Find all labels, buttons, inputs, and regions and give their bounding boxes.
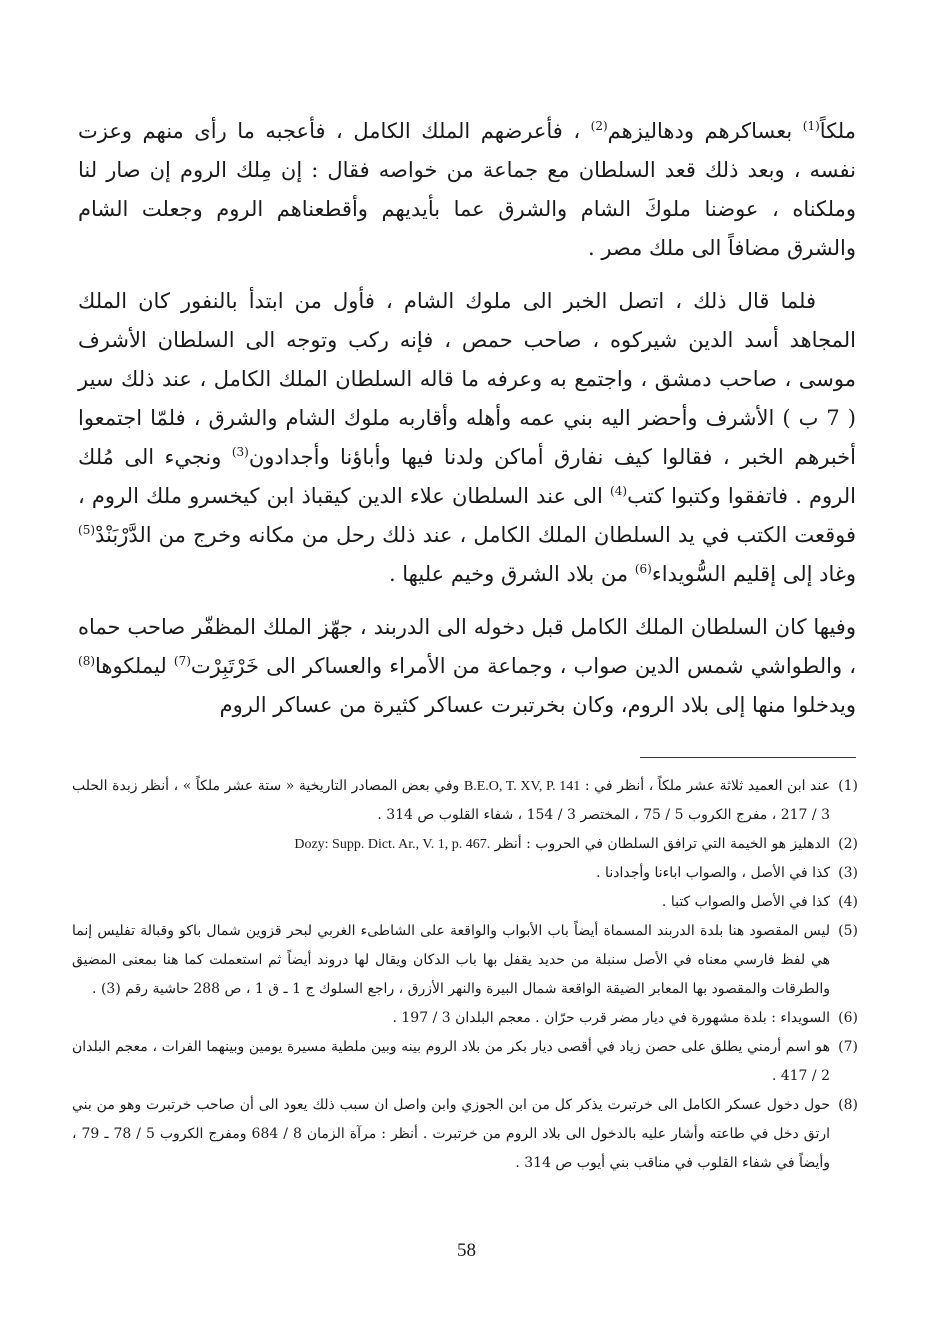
footnote-ref-5[interactable]: (5) [78, 523, 96, 537]
footnote-1 [72, 772, 858, 830]
footnote-4 [72, 888, 858, 917]
footnote-separator [640, 757, 856, 758]
text-run: بعساكرهم ودهاليزهم [607, 119, 803, 143]
paragraph-3 [78, 608, 856, 725]
footnote-number: (4) [838, 894, 858, 910]
footnote-text: الدهليز هو الخيمة التي ترافق السلطان في الحروب : أنظر Dozy: Supp. Dict. Ar., V. 1, p. 467. [294, 836, 830, 852]
main-text [78, 112, 856, 739]
footnote-text: كذا في الأصل ، والصواب اباءنا وأجدادنا . [596, 865, 830, 881]
paragraph-1 [78, 112, 856, 268]
citation: B.E.O, T. XV, P. 141 [463, 779, 581, 794]
footnote-text: كذا في الأصل والصواب كتبا . [661, 894, 830, 910]
footnote-number: (7) [838, 1039, 858, 1055]
footnote-number: (2) [838, 836, 858, 852]
footnote-6 [72, 1004, 858, 1033]
footnote-number: (6) [838, 1010, 858, 1026]
text-run: ويدخلوا منها إلى بلاد الروم، وكان بخرتبرت عساكر كثيرة من عساكر الروم [219, 693, 856, 717]
footnote-7 [72, 1033, 858, 1091]
footnote-2 [72, 830, 858, 859]
footnote-ref-6[interactable]: (6) [634, 562, 652, 576]
footnote-number: (8) [838, 1097, 858, 1113]
footnote-ref-4[interactable]: (4) [610, 484, 628, 498]
footnote-ref-1[interactable]: (1) [802, 119, 820, 133]
footnote-number: (5) [838, 923, 858, 939]
footnote-text: السويداء : بلدة مشهورة في ديار مضر قرب حرّان . معجم البلدان 3 / 197 . [392, 1010, 830, 1026]
paragraph-2 [78, 282, 856, 594]
footnote-ref-8[interactable]: (8) [78, 654, 96, 668]
footnote-ref-7[interactable]: (7) [173, 654, 191, 668]
text-run: وغاد إلى إقليم السُّويداء [651, 562, 856, 586]
text-run: فلما قال ذلك ، اتصل الخبر الى ملوك الشام ، فأول من ابتدأ بالنفور كان الملك المجاهد أسد الدين شيركوه ، صاحب حمص ، فإنه ركب وتوجه الى السلطان الأشرف موسى ، صاحب دمشق ، واجتمع به وعرفه ما قاله السلطان الملك الكامل ، عند ذلك سير ( 7 ب ) الأشرف وأحضر اليه بني عمه وأهله وأقاربه ملوك الشام والشرق ، فلمّا اجتمعوا أخبرهم الخبر ، فقالوا كيف نفارق أماكن ولدنا فيها وأباؤنا وأجدادون [78, 289, 856, 469]
text-run: ملكاً [819, 119, 856, 143]
footnote-ref-3[interactable]: (3) [231, 445, 249, 459]
footnote-ref-2[interactable]: (2) [590, 119, 608, 133]
text-run: ونجيء الى مُلك الروم . فاتفقوا وكتبوا كتب [78, 445, 856, 508]
text-run: ليملكوها [95, 654, 174, 678]
footnote-3 [72, 859, 858, 888]
text-run: من بلاد الشرق وخيم عليها . [388, 562, 635, 586]
footnote-number: (1) [838, 778, 858, 794]
footnote-text: ليس المقصود هنا بلدة الدربند المسماة أيضاً باب الأبواب والواقعة على الشاطىء الغربي لبحر قزوين شمال باكو وقبالة تفليس إنما هي لفظ فارسي معناه في الأصل سنبلة من حديد يقفل بها باب الدكان ويقال لها دروند أيضاً ثم استعملت كما هنا بمعنى المضيق والطرقات والمقصود بها المعابر الضيقة الواقعة شمال البيرة والنهر الأزرق ، راجع السلوك ج 1 ـ ق 1 ، ص 288 حاشية رقم (3) . [72, 923, 830, 997]
footnote-8 [72, 1091, 858, 1178]
citation: Dozy: Supp. Dict. Ar., V. 1, p. 467. [294, 837, 491, 852]
text-run: وفيها كان السلطان الملك الكامل قبل دخوله الى الدربند ، جهّز الملك المظفّر صاحب حماه ، والطواشي شمس الدين صواب ، وجماعة من الأمراء والعساكر الى خَرْتَبِرْت [78, 615, 856, 678]
footnote-number: (3) [838, 865, 858, 881]
text-run: الى عند السلطان علاء الدين كيقباذ ابن كيخسرو ملك الروم ، فوقعت الكتب في يد السلطان الملك الكامل ، عند ذلك رحل من مكانه وخرج من الدَّرْبَنْدْ [78, 484, 856, 547]
footnote-text: هو اسم أرمني يطلق على حصن زياد في أقصى ديار بكر من بلاد الروم بينه وبين ملطية مسيرة يومين وبينهما الفرات ، معجم البلدان 2 / 417 . [72, 1039, 830, 1084]
footnote-5 [72, 917, 858, 1004]
footnote-text: حول دخول عسكر الكامل الى خرتبرت يذكر كل من ابن الجوزي وابن واصل ان سبب ذلك يعود الى أن صاحب خرتبرت وهو من بني ارتق دخل في طاعته وأشار عليه بالدخول الى بلاد الروم من خرتبرت . أنظر : مرآة الزمان 8 / 684 ومفرج الكروب 5 / 78 ـ 79 ، وأيضاً في شفاء القلوب في مناقب بني أيوب ص 314 . [72, 1097, 830, 1171]
footnote-text: عند ابن العميد ثلاثة عشر ملكاً ، أنظر في : B.E.O, T. XV, P. 141 وفي بعض المصادر التاريخية « ستة عشر ملكاً » ، أنظر زبدة الحلب 3 / 217 ، مفرج الكروب 5 / 75 ، المختصر 3 / 154 ، شفاء القلوب ص 314 . [72, 778, 830, 823]
text-run: ، فأعرضهم الملك الكامل ، فأعجبه ما رأى منهم وعزت نفسه ، وبعد ذلك قعد السلطان مع جماعة من خواصه فقال : إن مِلك الروم إن صار لنا وملكناه ، عوضنا ملوكَ الشام والشرق عما بأيديهم وأقطعناهم الروم وجعلت الشام والشرق مضافاً الى ملك مصر . [78, 119, 856, 260]
page-number: 58 [457, 1240, 476, 1261]
footnotes [72, 772, 858, 1178]
